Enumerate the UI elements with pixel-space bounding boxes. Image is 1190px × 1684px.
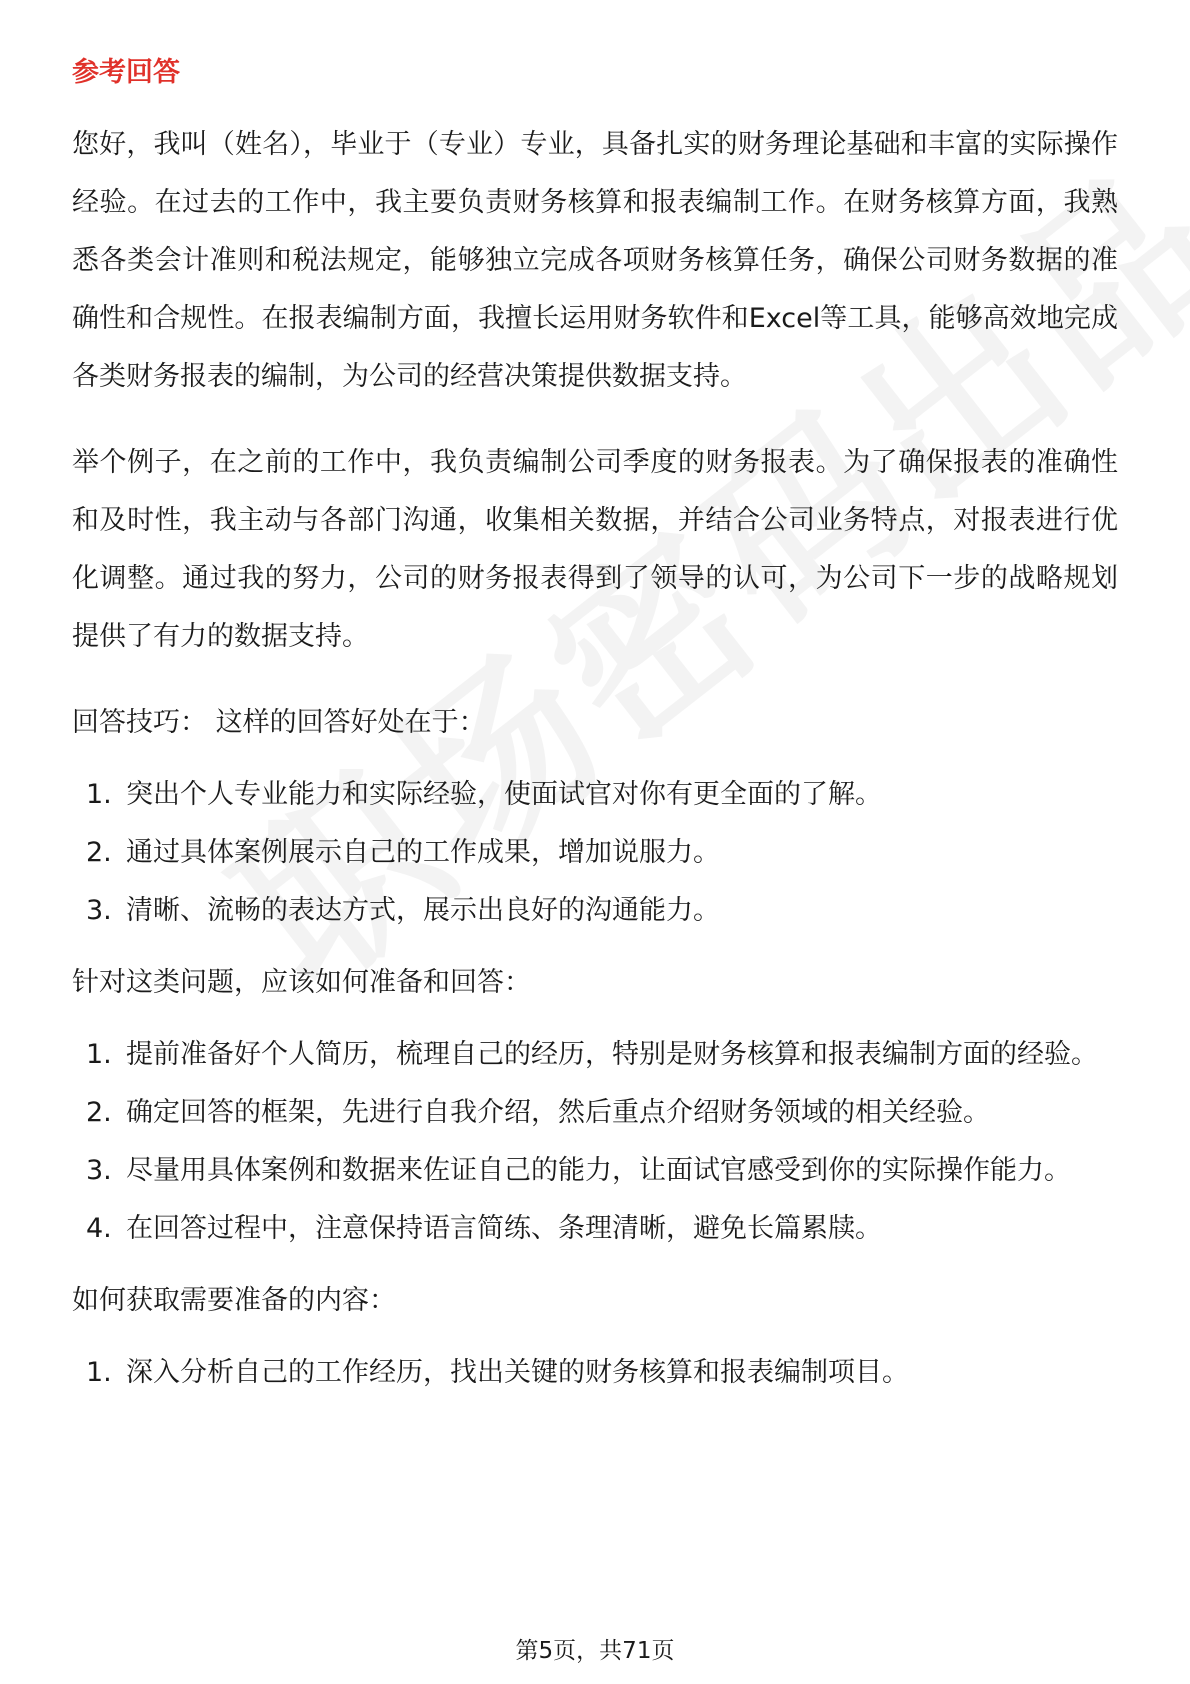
answer-paragraph-1: 您好，我叫（姓名），毕业于（专业）专业，具备扎实的财务理论基础和丰富的实际操作经验。在过去的工作中，我主要负责财务核算和报表编制工作。在财务核算方面，我熟悉各类会计准则和税法规定，能够独立完成各项财务核算任务，确保公司财务数据的准确性和合规性。在报表编制方面，我擅长运用财务软件和Excel等工具，能够高效地完成各类财务报表的编制，为公司的经营决策提供数据支持。 [72, 129, 1118, 392]
main-content [72, 116, 1118, 1416]
list-item-text: 在回答过程中，注意保持语言简练、条理清晰，避免长篇累牍。 [126, 1213, 882, 1244]
list-item-number: 1. [86, 1357, 112, 1388]
list-item-text: 尽量用具体案例和数据来佐证自己的能力，让面试官感受到你的实际操作能力。 [126, 1155, 1071, 1186]
list-item [72, 1142, 1118, 1200]
list-item [72, 1344, 1118, 1402]
list-item [72, 1200, 1118, 1258]
obtain-label: 如何获取需要准备的内容： [72, 1285, 396, 1316]
list-item-number: 2. [86, 837, 112, 868]
section-title: 参考回答 [72, 57, 180, 88]
list-item [72, 1026, 1118, 1084]
list-item-number: 3. [86, 1155, 112, 1186]
prepare-label: 针对这类问题，应该如何准备和回答： [72, 967, 531, 998]
page-footer: 第5页，共71页 [515, 1638, 675, 1664]
list-item [72, 882, 1118, 940]
list-item-text: 清晰、流畅的表达方式，展示出良好的沟通能力。 [126, 895, 720, 926]
prepare-list [72, 1026, 1118, 1258]
tips-label: 回答技巧： 这样的回答好处在于： [72, 707, 486, 738]
tips-list [72, 766, 1118, 940]
list-item [72, 824, 1118, 882]
list-item-text: 确定回答的框架，先进行自我介绍，然后重点介绍财务领域的相关经验。 [126, 1097, 990, 1128]
list-item-text: 通过具体案例展示自己的工作成果，增加说服力。 [126, 837, 720, 868]
list-item-number: 2. [86, 1097, 112, 1128]
list-item-number: 3. [86, 895, 112, 926]
list-item [72, 766, 1118, 824]
list-item-number: 1. [86, 1039, 112, 1070]
list-item-number: 1. [86, 779, 112, 810]
list-item [72, 1084, 1118, 1142]
list-item-text: 深入分析自己的工作经历，找出关键的财务核算和报表编制项目。 [126, 1357, 909, 1388]
list-item-text: 突出个人专业能力和实际经验，使面试官对你有更全面的了解。 [126, 779, 882, 810]
obtain-list [72, 1344, 1118, 1402]
answer-paragraph-2: 举个例子，在之前的工作中，我负责编制公司季度的财务报表。为了确保报表的准确性和及时性，我主动与各部门沟通，收集相关数据，并结合公司业务特点，对报表进行优化调整。通过我的努力，公司的财务报表得到了领导的认可，为公司下一步的战略规划提供了有力的数据支持。 [72, 447, 1118, 652]
list-item-number: 4. [86, 1213, 112, 1244]
list-item-text: 提前准备好个人简历，梳理自己的经历，特别是财务核算和报表编制方面的经验。 [126, 1039, 1098, 1070]
